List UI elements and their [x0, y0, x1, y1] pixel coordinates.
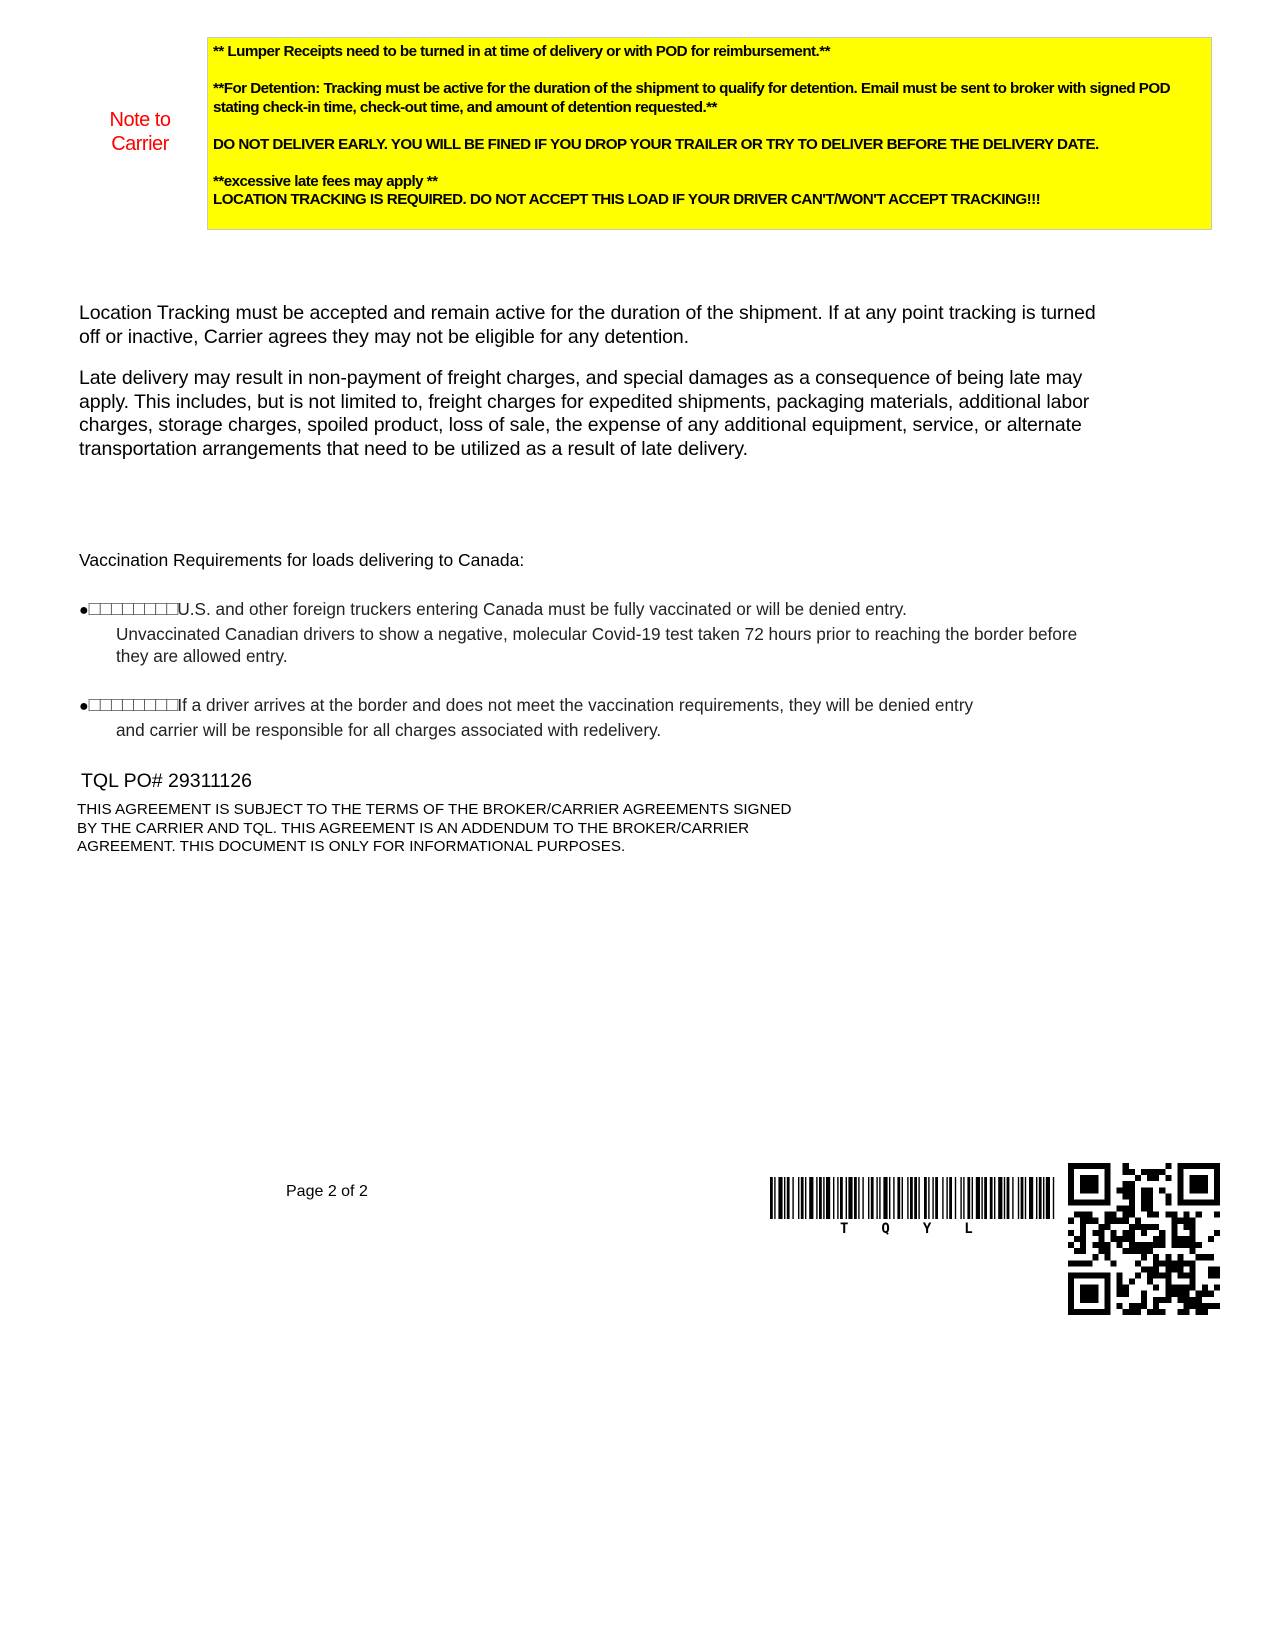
- po-number: TQL PO# 29311126: [81, 770, 252, 792]
- agreement-text: THIS AGREEMENT IS SUBJECT TO THE TERMS OF THE BROKER/CARRIER AGREEMENTS SIGNED BY THE CARRIER AND TQL. THIS AGREEMENT IS AN ADDENDUM TO THE BROKER/CARRIER AGREEMENT. THIS DOCUMENT IS ONLY FOR INFORMATIONAL PURPOSES.: [77, 801, 792, 856]
- tracking-required-notice: LOCATION TRACKING IS REQUIRED. DO NOT ACCEPT THIS LOAD IF YOUR DRIVER CAN'T/WON'T ACCEPT TRACKING!!!: [213, 191, 1041, 208]
- vaccination-heading: Vaccination Requirements for loads delivering to Canada:: [79, 550, 525, 570]
- detention-notice: **For Detention: Tracking must be active for the duration of the shipment to qualify for detention. Email must be sent to broker with signed POD stating check-in time, check-out time, and amount of detention requested.**: [213, 80, 1171, 116]
- page-indicator: Page 2 of 2: [286, 1183, 368, 1200]
- vaccination-bullet-1: [79, 598, 1099, 668]
- lumper-notice: ** Lumper Receipts need to be turned in at time of delivery or with POD for reimbursement.**: [213, 43, 830, 60]
- barcode-icon: [770, 1177, 1056, 1242]
- missing-glyph-boxes: □□□□□□□□: [88, 694, 178, 716]
- late-delivery-paragraph: Late delivery may result in non-payment of freight charges, and special damages as a consequence of being late may apply. This includes, but is not limited to, freight charges for expedited shipments, packaging materials, additional labor charges, storage charges, spoiled product, loss of sale, the expense of any additional equipment, service, or alternate transportation arrangements that need to be utilized as a result of late delivery.: [79, 367, 1090, 460]
- bullet-icon: ●: [79, 602, 89, 619]
- bullet-1-first-line: U.S. and other foreign truckers entering Canada must be fully vaccinated or will be denied entry.: [177, 599, 907, 619]
- vaccination-bullet-2: [79, 694, 1099, 741]
- late-fees-notice: **excessive late fees may apply **: [213, 172, 438, 190]
- barcode-text: TQYL: [840, 1221, 1006, 1237]
- tracking-paragraph: Location Tracking must be accepted and remain active for the duration of the shipment. If at any point tracking is turned off or inactive, Carrier agrees they may not be eligible for any detention.: [79, 302, 1096, 348]
- bullet-1-continuation: Unvaccinated Canadian drivers to show a negative, molecular Covid-19 test taken 72 hours prior to reaching the border before they are allowed entry.: [116, 623, 1078, 666]
- bullet-2-first-line: If a driver arrives at the border and does not meet the vaccination requirements, they will be denied entry: [177, 695, 974, 715]
- qr-code-icon: [1068, 1163, 1220, 1315]
- bullet-2-continuation: and carrier will be responsible for all charges associated with redelivery.: [116, 719, 662, 740]
- carrier-notice-box: [207, 37, 1212, 230]
- bullet-icon: ●: [79, 698, 89, 715]
- early-delivery-notice: DO NOT DELIVER EARLY. YOU WILL BE FINED IF YOU DROP YOUR TRAILER OR TRY TO DELIVER BEFORE THE DELIVERY DATE.: [213, 135, 1099, 153]
- note-to-carrier-label: Note to Carrier: [109, 109, 171, 155]
- missing-glyph-boxes: □□□□□□□□: [88, 598, 178, 620]
